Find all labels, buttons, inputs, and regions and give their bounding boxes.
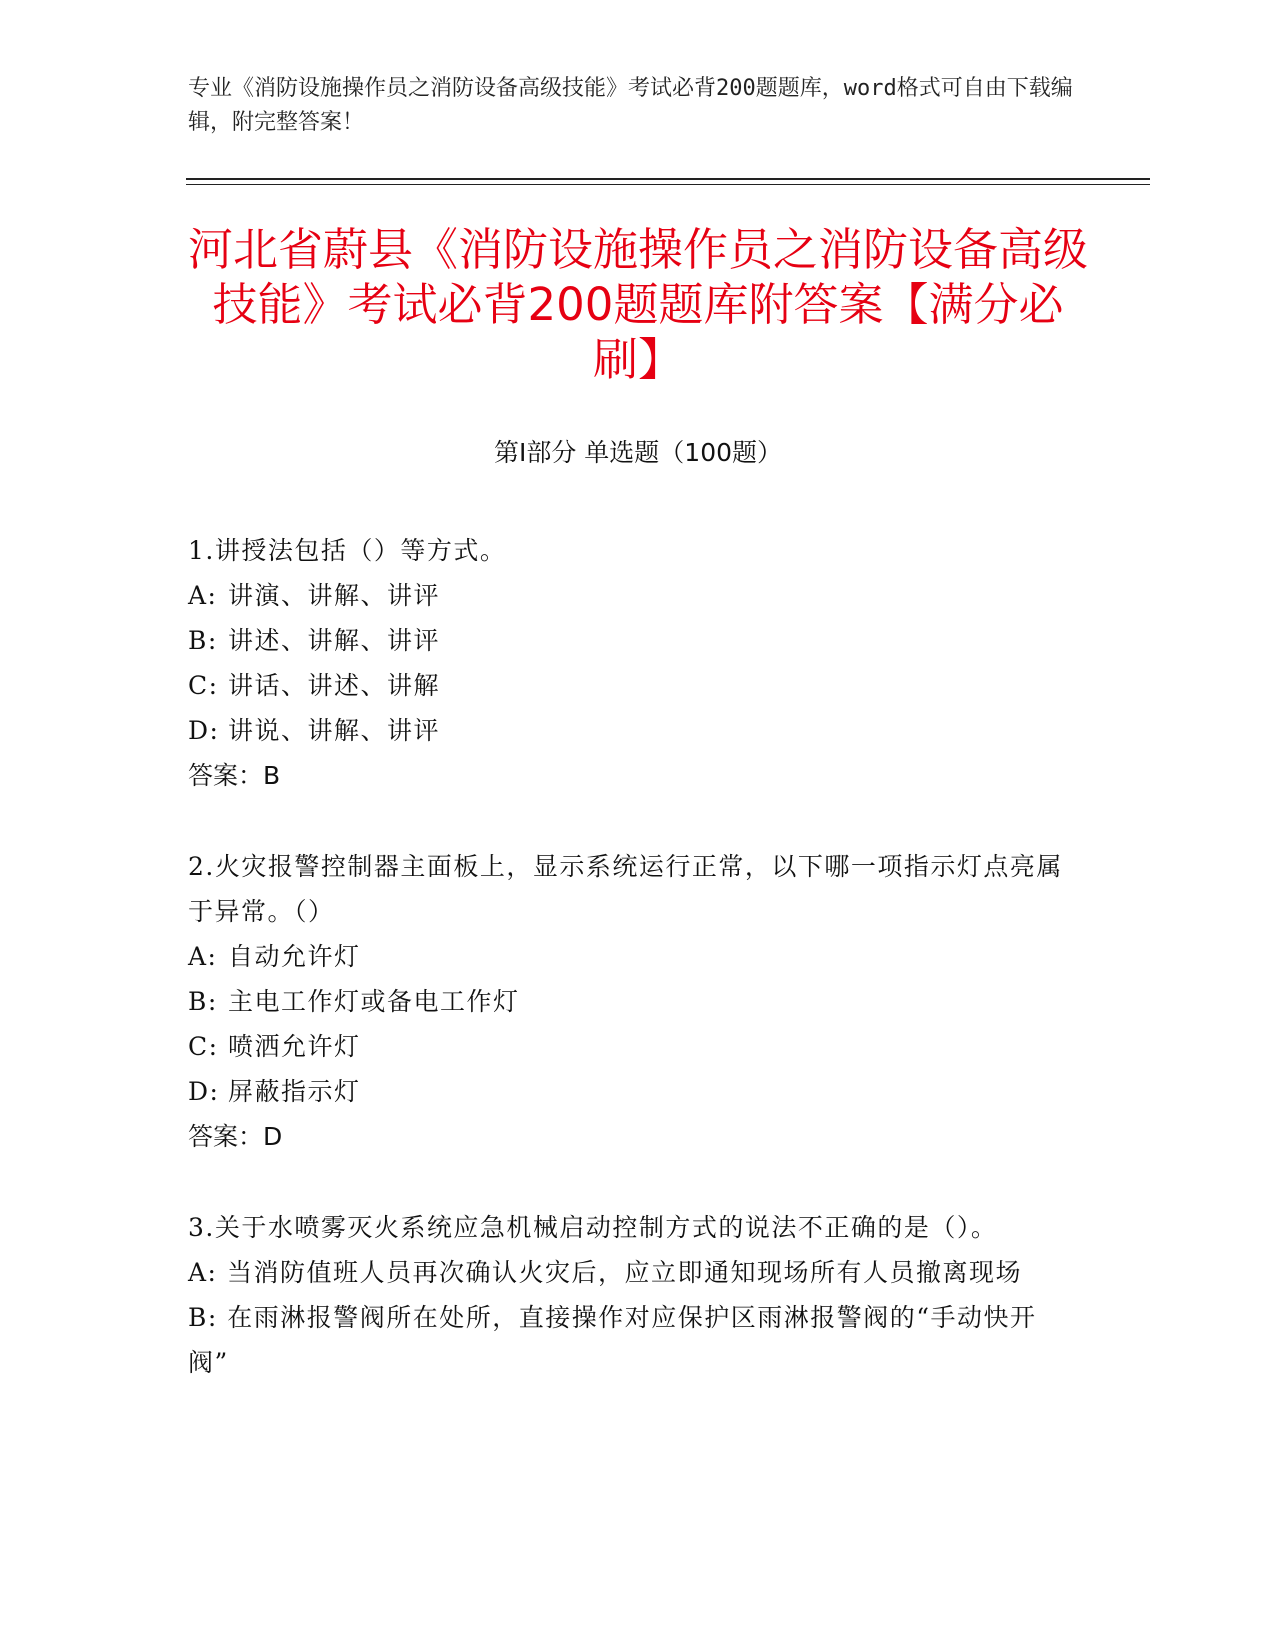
option-text: 主电工作灯或备电工作灯 [228,987,520,1016]
option-c [188,1024,1068,1069]
question-list [188,528,1068,1431]
question-stem: 1.讲授法包括（）等方式。 [188,536,507,565]
option-a [188,934,1068,979]
document-title: 河北省蔚县《消防设施操作员之消防设备高级技能》考试必背200题题库附答案【满分必刷】 [188,223,1089,386]
question-3 [188,1205,1068,1385]
option-key: B: [188,626,218,655]
option-key: A: [188,1258,218,1287]
option-key: D: [188,716,220,745]
option-a [188,573,1068,618]
option-b [188,1295,1068,1385]
option-b [188,979,1068,1024]
option-key: C: [188,671,219,700]
header-rule-thick [186,178,1150,180]
option-text: 喷洒允许灯 [228,1032,361,1061]
option-c [188,663,1068,708]
option-text: 讲述、讲解、讲评 [228,626,441,655]
option-d [188,708,1068,753]
option-key: B: [188,987,218,1016]
option-key: A: [188,942,218,971]
option-text: 当消防值班人员再次确认火灾后，应立即通知现场所有人员撤离现场 [226,1258,1022,1287]
option-text: 自动允许灯 [228,942,361,971]
option-d [188,1069,1068,1114]
header-note: 专业《消防设施操作员之消防设备高级技能》考试必背200题题库，word格式可自由下载编辑，附完整答案！ [188,76,1073,135]
answer: 答案：D [188,1122,283,1151]
option-a [188,1250,1068,1295]
question-stem: 3.关于水喷雾灭火系统应急机械启动控制方式的说法不正确的是（）。 [188,1213,998,1242]
option-text: 讲说、讲解、讲评 [228,716,441,745]
option-text: 讲话、讲述、讲解 [228,671,441,700]
option-text: 讲演、讲解、讲评 [228,581,441,610]
option-key: A: [188,581,218,610]
section-heading: 第Ⅰ部分 单选题（100题） [493,438,783,467]
answer: 答案：B [188,761,281,790]
option-text: 在雨淋报警阀所在处所，直接操作对应保护区雨淋报警阀的“手动快开阀” [188,1303,1037,1377]
option-b [188,618,1068,663]
question-1 [188,528,1068,798]
header-rule-thin [186,184,1150,185]
option-key: B: [188,1303,218,1332]
option-key: C: [188,1032,219,1061]
question-stem: 2.火灾报警控制器主面板上，显示系统运行正常，以下哪一项指示灯点亮属于异常。（） [188,852,1063,926]
option-text: 屏蔽指示灯 [228,1077,361,1106]
option-key: D: [188,1077,220,1106]
question-2 [188,844,1068,1159]
